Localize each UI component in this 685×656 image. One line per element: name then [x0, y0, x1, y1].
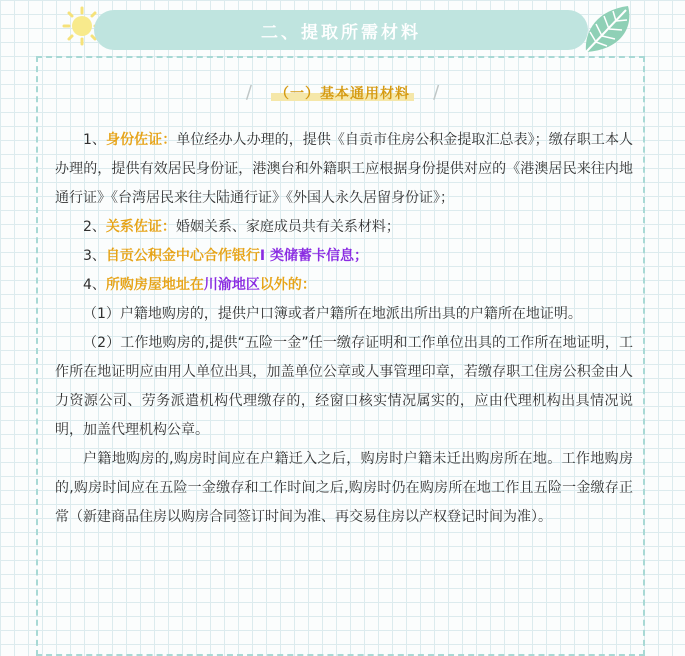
subsection-heading: [0, 82, 685, 103]
item-relationship-proof: 2、关系佐证：婚姻关系、家庭成员共有关系材料；: [83, 219, 400, 235]
region-highlight: 川渝地区: [203, 277, 260, 293]
leaf-icon: [580, 2, 640, 58]
bank-card-type: I 类储蓄卡信息；: [259, 248, 369, 264]
bank-card-label: 自贡公积金中心合作银行: [105, 248, 260, 264]
slash-decoration-right: /: [433, 82, 440, 103]
material-list: [55, 126, 633, 532]
item-house-location: 4、所购房屋地址在川渝地区以外的：: [83, 277, 316, 293]
paragraph-workplace-purchase: （2）工作地购房的,提供“五险一金”任一缴存证明和工作单位出具的工作所在地证明，工作所在地证明应由用人单位出具，加盖单位公章或人事管理印章，若缴存职工住房公积金由人力资源公司、劳务派遣机构代理缴存的，经窗口核实情况属实的，应由代理机构出具情况说明，加盖代理机构公章。: [55, 335, 633, 438]
identity-proof-label: 身份佐证：: [106, 132, 177, 148]
slash-decoration-left: /: [245, 82, 252, 103]
section-title: 二、提取所需材料: [261, 22, 421, 43]
item-identity-proof: 1、身份佐证：单位经办人办理的，提供《自贡市住房公积金提取汇总表》；缴存职工本人办理的，提供有效居民身份证，港澳台和外籍职工应根据身份提供对应的《港澳居民来往内地通行证》《台湾居民来往大陆通行证》《外国人永久居留身份证》；: [55, 132, 633, 206]
section-banner: [94, 10, 588, 50]
relationship-proof-label: 关系佐证：: [105, 219, 176, 235]
paragraph-household-purchase: （1）户籍地购房的，提供户口簿或者户籍所在地派出所出具的户籍所在地证明。: [83, 306, 582, 322]
subsection-title: （一）基本通用材料: [275, 86, 410, 102]
paragraph-purchase-time-rules: 户籍地购房的,购房时间应在户籍迁入之后，购房时户籍未迁出购房所在地。工作地购房的,购房时间应在五险一金缴存和工作时间之后,购房时仍在购房所在地工作且五险一金缴存正常（新建商品住房以购房合同签订时间为准、再交易住房以产权登记时间为准）。: [55, 451, 633, 525]
item-bank-card: 3、自贡公积金中心合作银行I 类储蓄卡信息；: [83, 248, 369, 264]
